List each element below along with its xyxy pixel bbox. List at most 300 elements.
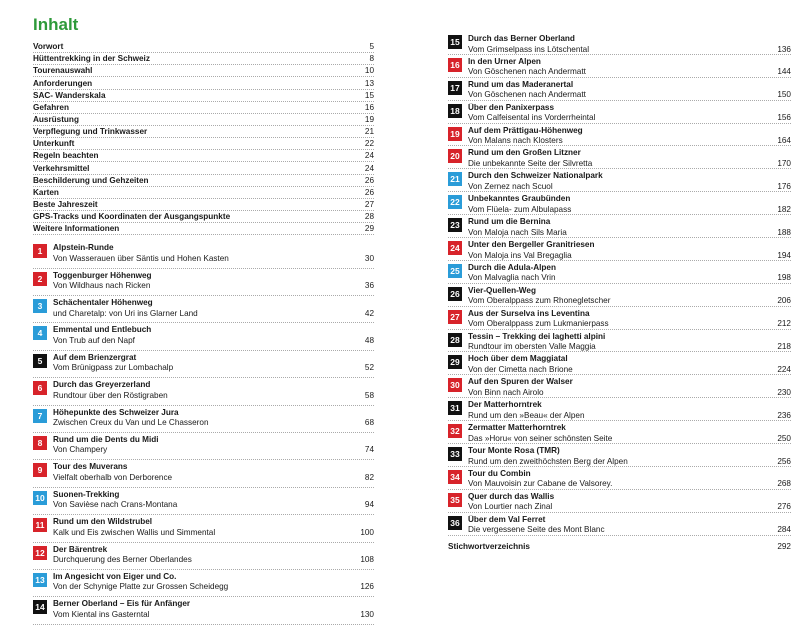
tour-page: 100 (360, 527, 374, 537)
tour-number-badge: 9 (33, 463, 47, 477)
tour-subline (468, 182, 791, 193)
tour-subtitle: Durchquerung des Berner Oberlandes (53, 555, 192, 565)
tour-title: Unter den Bergeller Granitriesen (468, 240, 595, 250)
tour-subtitle: Von Malans nach Klosters (468, 136, 563, 146)
tour-title: Aus der Surselva ins Leventina (468, 308, 590, 318)
tour-page: 144 (777, 67, 791, 77)
tour-page: 182 (777, 204, 791, 214)
tour-page: 36 (364, 281, 374, 291)
toc-entry[interactable] (33, 175, 374, 187)
tour-page: 236 (777, 410, 791, 420)
tour-number-badge: 11 (33, 518, 47, 532)
entry-page: 19 (364, 114, 374, 124)
tour-entry[interactable] (33, 296, 374, 323)
tour-page: 276 (777, 502, 791, 512)
toc-entry[interactable] (33, 114, 374, 126)
entry-page: 24 (364, 163, 374, 173)
tour-page: 74 (364, 445, 374, 455)
entry-title: Tourenauswahl (33, 66, 93, 76)
tour-info (47, 488, 374, 511)
tour-entry[interactable] (448, 101, 791, 124)
entry-page: 5 (369, 42, 374, 52)
toc-entry[interactable] (33, 187, 374, 199)
tour-subline (468, 525, 791, 536)
tour-subline (468, 342, 791, 353)
tour-subline (468, 411, 791, 422)
tour-info (47, 296, 374, 319)
entry-page: 8 (369, 54, 374, 64)
tour-entry[interactable] (448, 32, 791, 55)
tour-entry[interactable] (448, 421, 791, 444)
tour-entry[interactable] (448, 330, 791, 353)
tour-subtitle: Von Zernez nach Scuol (468, 181, 553, 191)
tour-info (462, 55, 791, 78)
entry-title: Beste Jahreszeit (33, 199, 98, 209)
tour-entry[interactable] (448, 78, 791, 101)
tour-number-badge: 32 (448, 424, 462, 438)
tour-number-badge: 25 (448, 264, 462, 278)
tour-number-badge: 13 (33, 573, 47, 587)
tour-entry[interactable] (448, 55, 791, 78)
tour-subline (468, 113, 791, 124)
toc-entry[interactable] (33, 199, 374, 211)
tour-entry[interactable] (33, 241, 374, 268)
tour-number-badge: 1 (33, 244, 47, 258)
toc-entry[interactable] (33, 162, 374, 174)
entry-title: Regeln beachten (33, 151, 99, 161)
tour-subtitle: Von Wildhaus nach Ricken (53, 281, 151, 291)
tour-entry[interactable] (33, 597, 374, 624)
tour-title: Im Angesicht von Eiger und Co. (53, 571, 177, 581)
tour-number-badge: 33 (448, 447, 462, 461)
tour-entry[interactable] (448, 146, 791, 169)
tour-info (462, 307, 791, 330)
tour-number-badge: 5 (33, 354, 47, 368)
tour-number-badge: 7 (33, 409, 47, 423)
tour-subline (468, 67, 791, 78)
toc-entry[interactable] (33, 126, 374, 138)
tour-subtitle: Rundtour im obersten Valle Maggia (468, 342, 596, 352)
tour-subtitle: Von der Cimetta nach Brione (468, 364, 573, 374)
tour-info (47, 241, 374, 264)
tour-title: Rund um die Bernina (468, 217, 551, 227)
tour-subline (53, 445, 374, 456)
tour-entry[interactable] (33, 378, 374, 405)
tour-entry[interactable] (33, 460, 374, 487)
tour-number-badge: 29 (448, 355, 462, 369)
tour-page: 206 (777, 296, 791, 306)
tour-number-badge: 23 (448, 218, 462, 232)
tour-subline (53, 363, 374, 374)
tour-subline (468, 273, 791, 284)
tour-subline (468, 388, 791, 399)
tour-info (462, 490, 791, 513)
tour-entry[interactable] (448, 261, 791, 284)
tour-title: Tour des Muverans (53, 462, 128, 472)
tour-number-badge: 26 (448, 287, 462, 301)
toc-entry[interactable] (33, 150, 374, 162)
tour-entry[interactable] (33, 515, 374, 542)
tour-subtitle: Vom Kiental ins Gasterntal (53, 609, 150, 619)
tour-page: 224 (777, 364, 791, 374)
tour-number-badge: 10 (33, 491, 47, 505)
tour-subtitle: Von Maloja ins Val Bregaglia (468, 250, 572, 260)
tour-subtitle: Von Göschenen nach Andermatt (468, 67, 586, 77)
tour-page: 198 (777, 273, 791, 283)
tour-subtitle: Von Trub auf den Napf (53, 335, 135, 345)
tour-info (462, 238, 791, 261)
toc-entry[interactable] (33, 138, 374, 150)
tour-info (462, 467, 791, 490)
tour-number-badge: 27 (448, 310, 462, 324)
tour-entry[interactable] (33, 433, 374, 460)
tour-number-badge: 2 (33, 272, 47, 286)
tour-page: 188 (777, 227, 791, 237)
tour-subline (468, 365, 791, 376)
tour-page: 250 (777, 433, 791, 443)
tour-number-badge: 20 (448, 149, 462, 163)
tour-page: 170 (777, 158, 791, 168)
tour-subtitle: Von Wasserauen über Säntis und Hohen Kasten (53, 253, 229, 263)
tour-number-badge: 16 (448, 58, 462, 72)
entry-title: Unterkunft (33, 139, 75, 149)
tour-entry[interactable] (33, 570, 374, 597)
tour-subline (53, 555, 374, 566)
tour-title: Berner Oberland – Eis für Anfänger (53, 599, 191, 609)
tour-title: Tour Monte Rosa (TMR) (468, 446, 560, 456)
entry-page: 22 (364, 139, 374, 149)
tour-title: Hoch über dem Maggiatal (468, 354, 568, 364)
tour-page: 126 (360, 582, 374, 592)
tour-entry[interactable] (448, 444, 791, 467)
tour-subtitle: Kalk und Eis zwischen Wallis und Simmental (53, 527, 216, 537)
tour-subtitle: Von Champery (53, 445, 108, 455)
tour-entry[interactable] (448, 238, 791, 261)
tour-subline (468, 479, 791, 490)
tour-entry[interactable] (448, 284, 791, 307)
tour-number-badge: 35 (448, 493, 462, 507)
tour-info (462, 513, 791, 536)
tour-subline (468, 90, 791, 101)
tour-info (462, 352, 791, 375)
tour-info (462, 215, 791, 238)
tour-page: 230 (777, 387, 791, 397)
tour-subline (468, 136, 791, 147)
tour-number-badge: 4 (33, 326, 47, 340)
tour-entry[interactable] (448, 215, 791, 238)
tour-subline (468, 457, 791, 468)
tour-info (462, 192, 791, 215)
entry-page: 10 (364, 66, 374, 76)
entry-title: GPS-Tracks und Koordinaten der Ausgangspunkte (33, 212, 231, 222)
tour-subtitle: Rund um den zweithöchsten Berg der Alpen (468, 456, 628, 466)
tour-page: 130 (360, 609, 374, 619)
tour-page: 52 (364, 363, 374, 373)
tour-info (47, 406, 374, 429)
tour-list-right (448, 32, 791, 536)
tour-number-badge: 34 (448, 470, 462, 484)
index-title: Stichwortverzeichnis (448, 541, 530, 551)
toc-left-column (33, 41, 374, 625)
tour-info (462, 398, 791, 421)
toc-right-column (448, 32, 791, 551)
tour-entry[interactable] (448, 307, 791, 330)
tour-subtitle: Rund um den »Beau« der Alpen (468, 410, 585, 420)
tour-page: 150 (777, 90, 791, 100)
tour-page: 42 (364, 308, 374, 318)
tour-page: 212 (777, 319, 791, 329)
tour-page: 68 (364, 418, 374, 428)
tour-title: Tour du Combin (468, 468, 531, 478)
tour-page: 218 (777, 342, 791, 352)
tour-title: Schächentaler Höhenweg (53, 298, 153, 308)
tour-subline (468, 205, 791, 216)
tour-title: Durch die Adula-Alpen (468, 262, 556, 272)
tour-subline (53, 281, 374, 292)
tour-page: 156 (777, 113, 791, 123)
tour-info (462, 284, 791, 307)
tour-number-badge: 36 (448, 516, 462, 530)
tour-info (462, 421, 791, 444)
tour-subline (53, 582, 374, 593)
tour-info (47, 570, 374, 593)
tour-page: 256 (777, 456, 791, 466)
tour-info (47, 323, 374, 346)
tour-info (47, 351, 374, 374)
tour-subline (53, 391, 374, 402)
toc-entry[interactable] (33, 77, 374, 89)
tour-subline (468, 159, 791, 170)
tour-subline (468, 296, 791, 307)
tour-title: Tessin – Trekking dei laghetti alpini (468, 331, 606, 341)
tour-info (462, 330, 791, 353)
tour-subtitle: Die unbekannte Seite der Silvretta (468, 158, 593, 168)
tour-title: Unbekanntes Graubünden (468, 194, 571, 204)
tour-entry[interactable] (448, 490, 791, 513)
tour-subline (468, 251, 791, 262)
tour-entry[interactable] (448, 513, 791, 536)
tour-subline (468, 228, 791, 239)
tour-title: In den Urner Alpen (468, 56, 541, 66)
tour-number-badge: 6 (33, 381, 47, 395)
tour-number-badge: 15 (448, 35, 462, 49)
entry-page: 13 (364, 78, 374, 88)
tour-title: Auf dem Brienzergrat (53, 352, 137, 362)
tour-subtitle: Vielfalt oberhalb von Derborence (53, 472, 173, 482)
tour-page: 284 (777, 525, 791, 535)
tour-info (462, 146, 791, 169)
tour-entry[interactable] (33, 488, 374, 515)
tour-title: Rund um das Maderanertal (468, 79, 574, 89)
entry-title: Anforderungen (33, 78, 93, 88)
tour-subtitle: und Charetalp: von Uri ins Glarner Land (53, 308, 198, 318)
toc-entry[interactable] (33, 41, 374, 53)
entry-page: 26 (364, 175, 374, 185)
entry-title: SAC- Wanderskala (33, 90, 106, 100)
tour-subtitle: Von Maloja nach Sils Maria (468, 227, 567, 237)
entry-page: 16 (364, 102, 374, 112)
tour-entry[interactable] (33, 323, 374, 350)
tour-subline (468, 45, 791, 56)
toc-entry[interactable] (33, 223, 374, 235)
tour-title: Zermatter Matterhorntrek (468, 423, 566, 433)
tour-list-left (33, 241, 374, 624)
tour-subline (53, 309, 374, 320)
entry-title: Verkehrsmittel (33, 163, 90, 173)
tour-number-badge: 18 (448, 104, 462, 118)
tour-number-badge: 17 (448, 81, 462, 95)
tour-number-badge: 24 (448, 241, 462, 255)
tour-info (47, 597, 374, 620)
tour-title: Auf dem Prättigau-Höhenweg (468, 125, 583, 135)
tour-info (47, 433, 374, 456)
tour-title: Quer durch das Wallis (468, 491, 555, 501)
tour-title: Durch das Berner Oberland (468, 34, 575, 43)
tour-title: Höhepunkte des Schweizer Jura (53, 407, 179, 417)
tour-page: 176 (777, 181, 791, 191)
toc-entry[interactable] (33, 90, 374, 102)
tour-title: Über den Panixerpass (468, 102, 555, 112)
tour-title: Durch das Greyerzerland (53, 380, 151, 390)
tour-subtitle: Die vergessene Seite des Mont Blanc (468, 525, 605, 535)
entry-page: 15 (364, 90, 374, 100)
tour-entry[interactable] (448, 352, 791, 375)
tour-page: 164 (777, 136, 791, 146)
tour-subtitle: Vom Calfeisental ins Vorderrheintal (468, 113, 596, 123)
tour-title: Rund um den Großen Litzner (468, 148, 581, 158)
tour-subtitle: Zwischen Creux du Van und Le Chasseron (53, 418, 209, 428)
tour-info (462, 444, 791, 467)
intro-list (33, 41, 374, 235)
tour-page: 94 (364, 500, 374, 510)
tour-subline (53, 500, 374, 511)
tour-page: 48 (364, 335, 374, 345)
tour-number-badge: 19 (448, 127, 462, 141)
tour-page: 268 (777, 479, 791, 489)
entry-page: 21 (364, 127, 374, 137)
tour-title: Alpstein-Runde (53, 243, 114, 253)
tour-title: Suonen-Trekking (53, 489, 120, 499)
tour-entry[interactable] (448, 124, 791, 147)
tour-info (462, 169, 791, 192)
tour-info (462, 32, 791, 55)
tour-info (47, 378, 374, 401)
tour-title: Der Bärentrek (53, 544, 108, 554)
tour-info (47, 460, 374, 483)
tour-title: Der Matterhorntrek (468, 400, 542, 410)
tour-title: Rund um den Wildstrubel (53, 517, 153, 527)
tour-entry[interactable] (448, 192, 791, 215)
tour-number-badge: 8 (33, 436, 47, 450)
entry-title: Ausrüstung (33, 114, 79, 124)
tour-subline (53, 418, 374, 429)
tour-page: 136 (777, 44, 791, 54)
tour-entry[interactable] (33, 351, 374, 378)
tour-page: 30 (364, 253, 374, 263)
tour-entry[interactable] (448, 375, 791, 398)
tour-number-badge: 31 (448, 401, 462, 415)
toc-entry[interactable] (33, 211, 374, 223)
entry-title: Beschilderung und Gehzeiten (33, 175, 149, 185)
tour-info (462, 261, 791, 284)
tour-info (462, 78, 791, 101)
tour-subtitle: Vom Flüela- zum Albulapass (468, 204, 572, 214)
tour-subtitle: Vom Oberalppass zum Rhonegletscher (468, 296, 611, 306)
tour-subline (53, 528, 374, 539)
tour-page: 58 (364, 390, 374, 400)
tour-subtitle: Von Binn nach Airolo (468, 387, 544, 397)
entry-title: Verpflegung und Trinkwasser (33, 127, 148, 137)
tour-entry[interactable] (33, 543, 374, 570)
tour-subtitle: Von der Schynige Platte zur Grossen Scheidegg (53, 582, 229, 592)
tour-subtitle: Von Savièse nach Crans-Montana (53, 500, 178, 510)
entry-page: 29 (364, 224, 374, 234)
entry-title: Weitere Informationen (33, 224, 120, 234)
tour-entry[interactable] (33, 406, 374, 433)
tour-subtitle: Vom Brünigpass zur Lombachalp (53, 363, 174, 373)
tour-title: Über dem Val Ferret (468, 514, 546, 524)
page-title: Inhalt (33, 15, 79, 34)
tour-info (47, 515, 374, 538)
tour-subtitle: Vom Grimselpass ins Lötschental (468, 44, 590, 54)
tour-info (47, 269, 374, 292)
entry-page: 26 (364, 187, 374, 197)
tour-subline (468, 319, 791, 330)
tour-info (462, 124, 791, 147)
toc-entry[interactable] (33, 102, 374, 114)
tour-info (462, 101, 791, 124)
toc-entry[interactable] (33, 53, 374, 65)
tour-title: Rund um die Dents du Midi (53, 434, 159, 444)
entry-page: 27 (364, 199, 374, 209)
tour-number-badge: 28 (448, 333, 462, 347)
tour-subline (468, 434, 791, 445)
entry-title: Karten (33, 187, 59, 197)
tour-subtitle: Von Göschenen nach Andermatt (468, 90, 586, 100)
tour-subtitle: Von Mauvoisin zur Cabane de Valsorey. (468, 479, 613, 489)
index-page: 292 (777, 541, 791, 551)
tour-number-badge: 22 (448, 195, 462, 209)
tour-info (462, 375, 791, 398)
tour-number-badge: 21 (448, 172, 462, 186)
toc-entry[interactable] (33, 65, 374, 77)
tour-subtitle: Vom Oberalppass zum Lukmanierpass (468, 319, 609, 329)
tour-subtitle: Das »Horu« von seiner schönsten Seite (468, 433, 613, 443)
tour-subline (468, 502, 791, 513)
tour-page: 108 (360, 555, 374, 565)
tour-page: 194 (777, 250, 791, 260)
tour-subline (53, 473, 374, 484)
tour-subline (53, 254, 374, 265)
tour-entry[interactable] (448, 398, 791, 421)
tour-number-badge: 12 (33, 546, 47, 560)
tour-number-badge: 3 (33, 299, 47, 313)
tour-title: Auf den Spuren der Walser (468, 377, 573, 387)
tour-info (47, 543, 374, 566)
tour-subline (53, 336, 374, 347)
tour-entry[interactable] (448, 169, 791, 192)
tour-number-badge: 14 (33, 600, 47, 614)
index-entry[interactable] (448, 539, 791, 551)
entry-page: 28 (364, 212, 374, 222)
tour-subtitle: Von Malvaglia nach Vrin (468, 273, 556, 283)
tour-entry[interactable] (33, 269, 374, 296)
tour-title: Emmental und Entlebuch (53, 325, 152, 335)
tour-number-badge: 30 (448, 378, 462, 392)
tour-entry[interactable] (448, 467, 791, 490)
entry-title: Gefahren (33, 102, 69, 112)
tour-title: Vier-Quellen-Weg (468, 285, 536, 295)
